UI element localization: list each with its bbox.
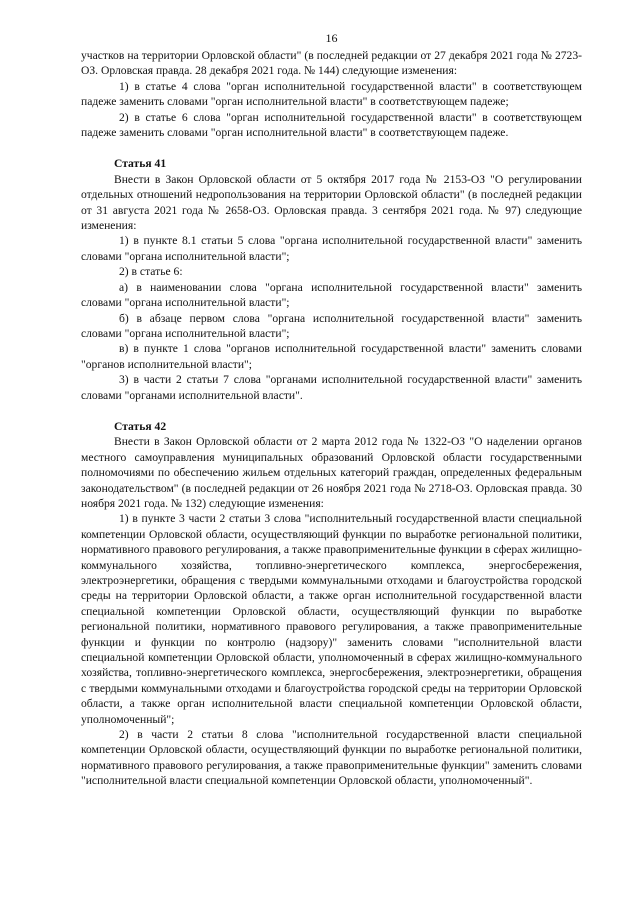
document-page	[81, 30, 582, 789]
article-42-intro: Внести в Закон Орловской области от 2 марта 2012 года № 1322-ОЗ "О наделении органов местного самоуправления муниципальных образований Орловской области государственными полномочиями по обеспечению жильем отдельных категорий граждан, определенных федеральным законодательством" (в последней редакции от 26 ноября 2021 года № 2718-ОЗ. Орловская правда. 30 ноября 2021 года. № 132) следующие изменения:	[81, 435, 582, 510]
article-41-title: Статья 41	[114, 157, 167, 171]
article-41-item-3: 3) в части 2 статьи 7 слова "органами исполнительной государственной власти" заменить словами "органами исполнительной власти".	[81, 373, 582, 402]
intro-item-1: 1) в статье 4 слова "орган исполнительной государственной власти" в соответствующем падеже заменить словами "орган исполнительной власти" в соответствующем падеже;	[81, 79, 582, 109]
article-42-item-1: 1) в пункте 3 части 2 статьи 3 слова "исполнительный государственной власти специальной компетенции Орловской области, осуществляющий функции по выработке региональной политики, нормативного правового регулирования, а также правоприменительные функции в сферах жилищно-коммунального хозяйства, топливно-энергетического комплекса, энергосбережения, электроэнергетики, обращения с твердыми коммунальными отходами и благоустройства городской среды на территории Орловской области, а также орган исполнительной государственной власти специальной компетенции Орловской области, осуществляющий функции по выработке региональной политики, нормативного правового регулирования, а также правоприменительные функции и функции по контролю (надзору)" заменить словами "исполнительной власти специальной компетенции Орловской области, уполномоченный в сферах жилищно-коммунального хозяйства, топливно-энергетического комплекса, энергосбережения, электроэнергетики, обращения с твердыми коммунальными отходами и благоустройства городской среды на территории Орловской области, а также орган исполнительной власти специальной компетенции Орловской области, уполномоченный";	[81, 512, 582, 726]
article-42-item-2: 2) в части 2 статьи 8 слова "исполнительной государственной власти специальной компетенции Орловской области, осуществляющий функции по выработке региональной политики, нормативного правового регулирования, а также правоприменительные функции" заменить словами "исполнительной власти специальной компетенции Орловской области, уполномоченный".	[81, 728, 582, 788]
article-41-item-2b: б) в абзаце первом слова "органа исполнительной государственной власти" заменить словами "органа исполнительной власти";	[81, 311, 582, 340]
article-41-item-2v: в) в пункте 1 слова "органов исполнительной государственной власти" заменить словами "органов исполнительной власти";	[81, 342, 582, 371]
article-41-item-2: 2) в статье 6:	[119, 265, 183, 279]
article-41-item-2a: а) в наименовании слова "органа исполнительной государственной власти" заменить словами "органа исполнительной власти";	[81, 280, 582, 310]
article-42-title: Статья 42	[114, 419, 167, 433]
article-41-item-1: 1) в пункте 8.1 статьи 5 слова "органа исполнительной государственной власти" заменить словами "органа исполнительной власти";	[81, 234, 582, 263]
intro-continuation: участков на территории Орловской области" (в последней редакции от 27 декабря 2021 года № 2723-ОЗ. Орловская правда. 28 декабря 2021 года. № 144) следующие изменения:	[81, 49, 582, 78]
page-number: 16	[325, 31, 338, 45]
intro-item-2: 2) в статье 6 слова "орган исполнительной государственной власти" в соответствующем падеже заменить словами "орган исполнительной власти" в соответствующем падеже.	[81, 110, 582, 140]
article-41-intro: Внести в Закон Орловской области от 5 октября 2017 года № 2153-ОЗ "О регулировании отдельных отношений недропользования на территории Орловской области" (в последней редакции от 31 августа 2021 года № 2658-ОЗ. Орловская правда. 3 сентября 2021 года. № 97) следующие изменения:	[81, 172, 582, 233]
